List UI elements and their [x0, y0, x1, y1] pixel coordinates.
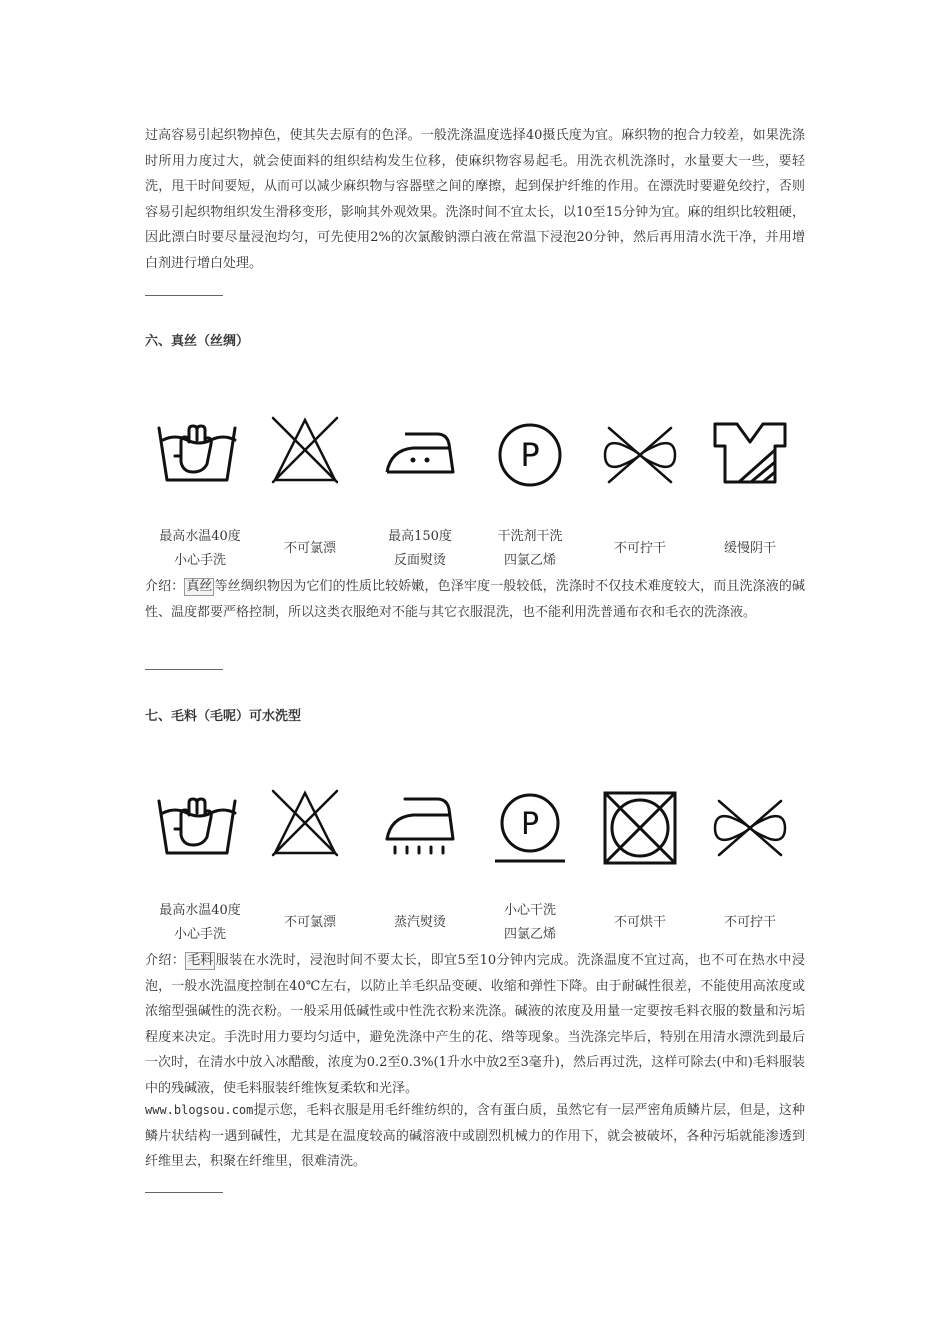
dry-clean-p-icon — [475, 400, 585, 510]
steam-iron-icon — [365, 773, 475, 883]
wool-caption-6: 不可拧干 — [723, 915, 776, 930]
wool-caption-3: 蒸汽熨烫 — [393, 915, 446, 930]
section-divider — [145, 1192, 223, 1193]
silk-caption-5: 不可拧干 — [613, 541, 666, 556]
silk-link[interactable]: 真丝 — [186, 579, 213, 594]
silk-caption-4: 干洗剂干洗 四氯乙烯 — [497, 529, 563, 568]
svg-text:P: P — [520, 807, 540, 842]
wool-heading: 七、毛料（毛呢）可水洗型 — [145, 709, 302, 724]
silk-intro: 介绍： 真丝 等丝绸织物因为它们的性质比较娇嫩，色泽牢度一般较低，洗涤时不仅技术难度较大，而且洗涤液的碱性、温度都要严格控制，所以这类衣服绝对不能与其它衣服混洗，也不能利用洗普通布衣和毛衣的洗涤液。 — [145, 579, 805, 620]
wool-icon-row — [145, 773, 805, 883]
hand-wash-icon — [145, 400, 255, 510]
site-url: www.blogsou.com — [145, 1103, 254, 1117]
section-divider — [145, 669, 223, 670]
svg-text:P: P — [520, 436, 540, 474]
silk-caption-6: 缓慢阴干 — [723, 541, 776, 556]
silk-caption-row — [145, 523, 805, 575]
intro-paragraph: 过高容易引起织物掉色，使其失去原有的色泽。一般洗涤温度选择40摄氏度为宜。麻织物的抱合力较差，如果洗涤时所用力度过大，就会使面料的组织结构发生位移，使麻织物容易起毛。用洗衣机洗涤时，水量要大一些，要轻洗，甩干时间要短，从而可以减少麻织物与容器壁之间的摩擦，起到保护纤维的作用。在漂洗时要避免绞拧，否则容易引起织物组织发生滑移变形，影响其外观效果。洗涤时间不宜太长，以10至15分钟为宜。麻的组织比较粗硬，因此漂白时要尽量浸泡均匀，可先使用2%的次氯酸钠漂白液在常温下浸泡20分钟，然后再用清水洗干净，并用增白剂进行增白处理。 — [145, 128, 805, 271]
wool-intro: 介绍： 毛料 服装在水洗时，浸泡时间不要太长，即宜5至10分钟内完成。洗涤温度不宜过高，也不可在热水中浸泡，一般水洗温度控制在40℃左右，以防止羊毛织品变硬、收缩和弹性下降。由于耐碱性很差，不能使用高浓度或浓缩型强碱性的洗衣粉。一般采用低碱性或中性洗衣粉来洗涤。碱液的浓度及用量一定要按毛料衣服的数量和污垢程度来决定。手洗时用力要均匀适中，避免洗涤中产生的花、绺等现象。当洗涤完毕后，特别在用清水漂洗到最后一次时，在清水中放入冰醋酸，浓度为0.2至0.3%(1升水中放2至3毫升)，然后再过洗，这样可除去(中和)毛料服装中的残碱液，使毛料服装纤维恢复柔软和光泽。 — [145, 953, 805, 1096]
hand-wash-icon — [145, 773, 255, 883]
wool-caption-1: 最高水温40度 小心手洗 — [159, 903, 241, 942]
wool-caption-2: 不可氯漂 — [283, 915, 336, 930]
iron-low-icon — [365, 400, 475, 510]
gentle-dry-clean-icon — [475, 773, 585, 883]
silk-icon-row — [145, 400, 805, 510]
wool-caption-row — [145, 897, 805, 949]
section-divider — [145, 295, 223, 296]
silk-caption-3: 最高150度 反面熨烫 — [388, 529, 452, 568]
no-bleach-icon — [255, 773, 365, 883]
dry-flat-shade-icon — [695, 400, 805, 510]
no-wring-icon — [695, 773, 805, 883]
silk-caption-1: 最高水温40度 小心手洗 — [159, 529, 241, 568]
no-bleach-icon — [255, 400, 365, 510]
wool-tip: www.blogsou.com提示您，毛料衣服是用毛纤维纺织的，含有蛋白质，虽然它有一层严密角质鳞片层，但是，这种鳞片状结构一遇到碱性，尤其是在温度较高的碱溶液中或剧烈机械力的作用下，就会被破坏，各种污垢就能渗透到纤维里去，积聚在纤维里，很难清洗。 — [145, 1103, 805, 1169]
silk-caption-2: 不可氯漂 — [283, 541, 336, 556]
wool-caption-5: 不可烘干 — [613, 915, 666, 930]
wool-link[interactable]: 毛料 — [187, 953, 214, 968]
silk-heading: 六、真丝（丝绸） — [145, 334, 250, 349]
no-tumble-dry-icon — [585, 773, 695, 883]
no-wring-icon — [585, 400, 695, 510]
wool-caption-4: 小心干洗 四氯乙烯 — [503, 903, 556, 942]
